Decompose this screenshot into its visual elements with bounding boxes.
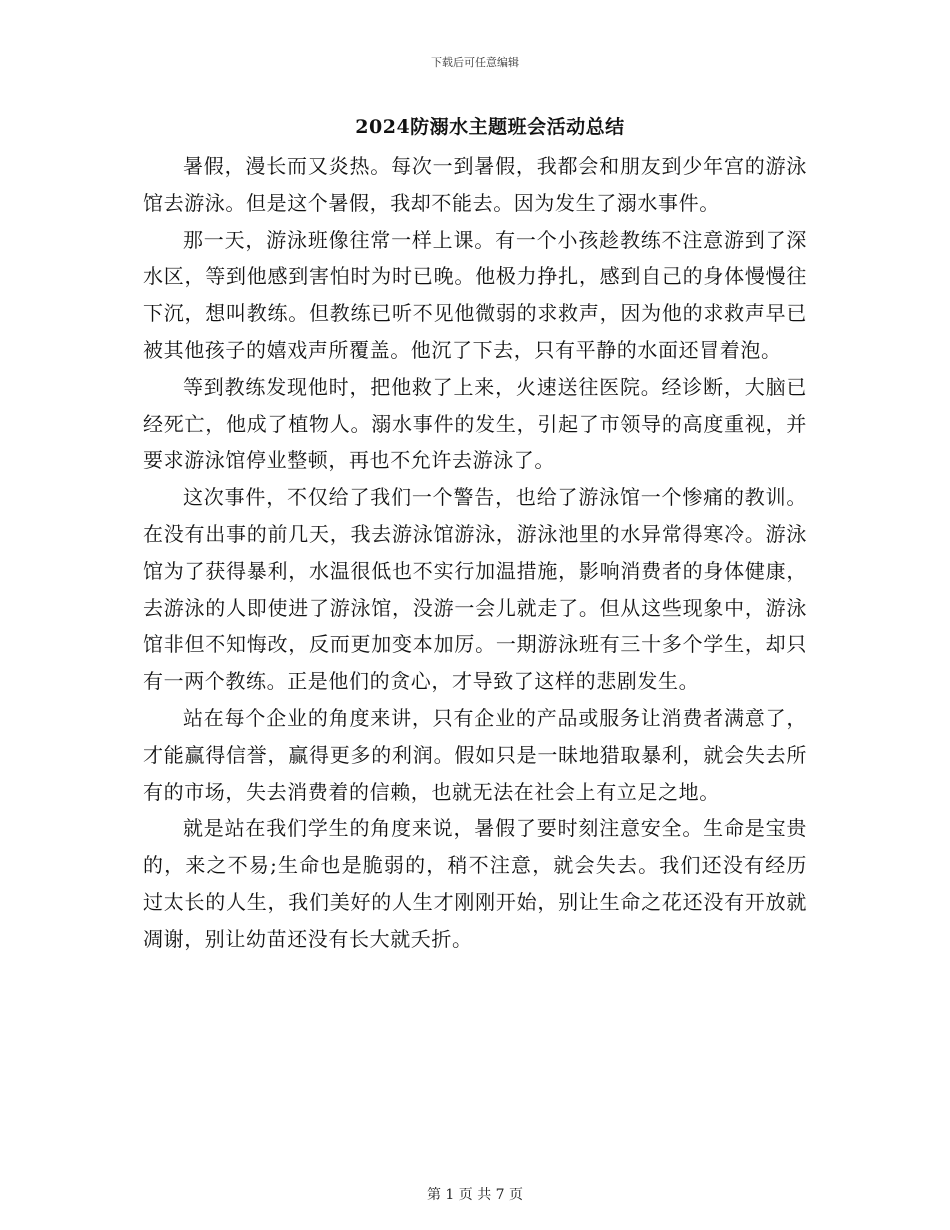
paragraph-6: 就是站在我们学生的角度来说，暑假了要时刻注意安全。生命是宝贵的，来之不易;生命也是脆弱的，稍不注意，就会失去。我们还没有经历过太长的人生，我们美好的人生才刚刚开始，别让生命之花还没有开放就凋谢，别让幼苗还没有长大就夭折。 xyxy=(143,816,807,951)
paragraph-3: 等到教练发现他时，把他救了上来，火速送往医院。经诊断，大脑已经死亡，他成了植物人。溺水事件的发生，引起了市领导的高度重视，并要求游泳馆停业整顿，再也不允许去游泳了。 xyxy=(143,374,807,473)
header-note: 下载后可任意编辑 xyxy=(431,56,519,69)
paragraph-4: 这次事件，不仅给了我们一个警告，也给了游泳馆一个惨痛的教训。在没有出事的前几天，我去游泳馆游泳，游泳池里的水异常得寒冷。游泳馆为了获得暴利，水温很低也不实行加温措施，影响消费者的身体健康，去游泳的人即使进了游泳馆，没游一会儿就走了。但从这些现象中，游泳馆非但不知悔改，反而更加变本加厉。一期游泳班有三十多个学生，却只有一两个教练。正是他们的贪心，才导致了这样的悲剧发生。 xyxy=(143,485,807,694)
document-title: 2024防溺水主题班会活动总结 xyxy=(355,116,625,138)
paragraph-5: 站在每个企业的角度来讲，只有企业的产品或服务让消费者满意了，才能赢得信誉，赢得更多的利润。假如只是一昧地猎取暴利，就会失去所有的市场，失去消费着的信赖，也就无法在社会上有立足之地。 xyxy=(143,705,807,804)
paragraph-2: 那一天，游泳班像往常一样上课。有一个小孩趁教练不注意游到了深水区，等到他感到害怕时为时已晚。他极力挣扎，感到自己的身体慢慢往下沉，想叫教练。但教练已听不见他微弱的求救声，因为他的求救声早已被其他孩子的嬉戏声所覆盖。他沉了下去，只有平静的水面还冒着泡。 xyxy=(143,227,807,362)
paragraph-1: 暑假，漫长而又炎热。每次一到暑假，我都会和朋友到少年宫的游泳馆去游泳。但是这个暑假，我却不能去。因为发生了溺水事件。 xyxy=(143,154,807,215)
page-footer: 第 1 页 共 7 页 xyxy=(426,1187,524,1203)
document-body xyxy=(143,148,807,958)
